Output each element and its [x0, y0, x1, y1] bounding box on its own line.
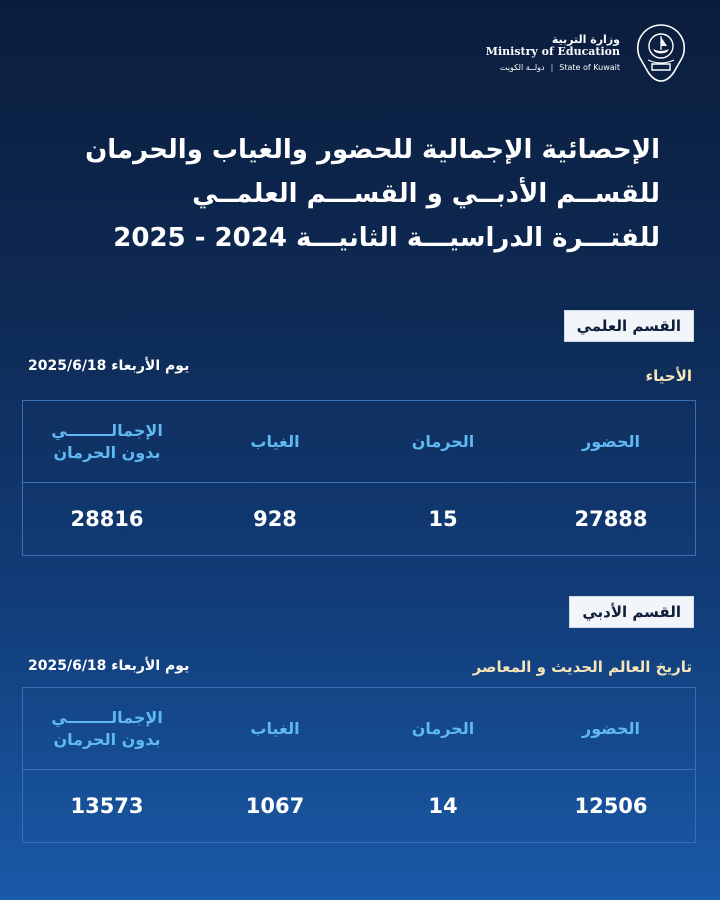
state-en: State of Kuwait [559, 63, 620, 73]
header-absence: الغياب [250, 718, 300, 738]
header-total [23, 707, 191, 751]
ministry-text [486, 34, 620, 72]
stats-header-row [23, 688, 695, 770]
value-absence: 1067 [245, 794, 305, 818]
subject-biology: الأحياء [645, 367, 692, 385]
ministry-name-ar: وزارة التربية [551, 32, 620, 46]
subject-history: تاريخ العالم الحديث و المعاصر [472, 658, 692, 676]
stats-table-literary [22, 687, 696, 843]
state-ar: دولــة الكويت [499, 63, 545, 73]
ministry-header [486, 22, 692, 84]
value-total: 13573 [70, 794, 144, 818]
value-absence: 928 [253, 507, 297, 531]
value-attendance: 27888 [574, 507, 648, 531]
header-total-line1: الإجمالــــــــي [51, 420, 163, 440]
page-title [60, 128, 660, 260]
value-deprivation: 14 [428, 794, 458, 818]
date-label: يوم الأربعاء 2025/6/18 [28, 358, 190, 374]
stats-value-row [23, 770, 695, 842]
title-line-2: للقســم الأدبــي و القســـم العلمــي [192, 179, 660, 209]
ministry-name-en: Ministry of Education [485, 45, 620, 59]
stats-header-row [23, 401, 695, 483]
header-absence: الغياب [250, 431, 300, 451]
header-attendance: الحضور [581, 431, 641, 451]
section-tag-literary: القسم الأدبي [569, 596, 694, 628]
title-line-1: الإحصائية الإجمالية للحضور والغياب والحرمان [85, 135, 660, 165]
header-total [23, 420, 191, 464]
header-deprivation: الحرمان [411, 431, 475, 451]
value-attendance: 12506 [574, 794, 648, 818]
stats-table-science [22, 400, 696, 556]
date-label: يوم الأربعاء 2025/6/18 [28, 658, 190, 674]
value-total: 28816 [70, 507, 144, 531]
header-deprivation: الحرمان [411, 718, 475, 738]
title-line-3: للفتـــرة الدراسيـــة الثانيـــة 2024 - 2025 [113, 223, 660, 253]
header-attendance: الحضور [581, 718, 641, 738]
kuwait-emblem-icon [630, 22, 692, 84]
section-tag-science: القسم العلمي [564, 310, 694, 342]
header-total-line2: بدون الحرمان [53, 442, 161, 462]
stats-value-row [23, 483, 695, 555]
value-deprivation: 15 [428, 507, 458, 531]
state-separator: | [550, 63, 554, 73]
state-line [486, 63, 620, 72]
header-total-line2: بدون الحرمان [53, 729, 161, 749]
header-total-line1: الإجمالــــــــي [51, 707, 163, 727]
